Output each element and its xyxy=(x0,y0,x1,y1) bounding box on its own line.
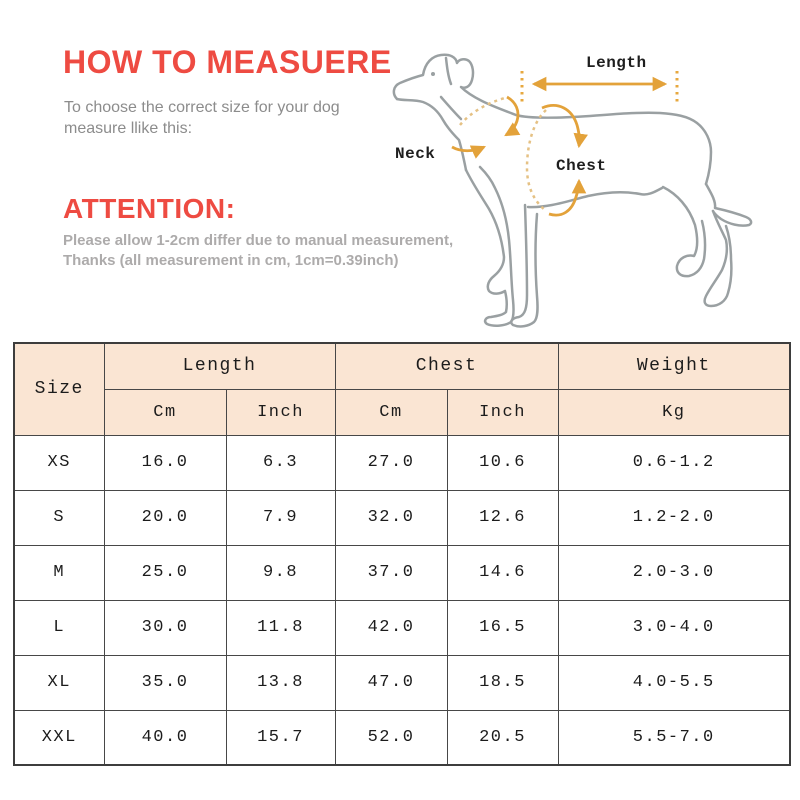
page-title: HOW TO MEASUERE xyxy=(63,44,392,80)
cell-chest-cm: 37.0 xyxy=(335,545,447,600)
col-header-length-inch: Inch xyxy=(226,389,335,435)
cell-length-inch: 13.8 xyxy=(226,655,335,710)
table-row-xs xyxy=(14,435,790,490)
cell-weight-kg: 5.5-7.0 xyxy=(558,710,790,765)
cell-length-inch: 15.7 xyxy=(226,710,335,765)
col-header-chest: Chest xyxy=(335,343,558,389)
cell-weight-kg: 2.0-3.0 xyxy=(558,545,790,600)
chest-label: Chest xyxy=(556,157,607,175)
col-header-weight-kg: Kg xyxy=(558,389,790,435)
cell-size: XS xyxy=(14,435,104,490)
cell-chest-cm: 42.0 xyxy=(335,600,447,655)
cell-chest-cm: 52.0 xyxy=(335,710,447,765)
cell-length-inch: 7.9 xyxy=(226,490,335,545)
col-header-weight: Weight xyxy=(558,343,790,389)
col-header-chest-inch: Inch xyxy=(447,389,558,435)
neck-label: Neck xyxy=(395,145,436,163)
length-label: Length xyxy=(586,54,647,72)
attention-line-1: Please allow 1-2cm differ due to manual measurement, xyxy=(63,232,454,249)
cell-length-inch: 9.8 xyxy=(226,545,335,600)
cell-chest-inch: 20.5 xyxy=(447,710,558,765)
cell-size: S xyxy=(14,490,104,545)
table-row-m xyxy=(14,545,790,600)
col-header-length: Length xyxy=(104,343,335,389)
cell-weight-kg: 0.6-1.2 xyxy=(558,435,790,490)
col-header-size: Size xyxy=(14,343,104,435)
cell-chest-cm: 27.0 xyxy=(335,435,447,490)
dog-outline xyxy=(394,55,751,327)
cell-chest-inch: 18.5 xyxy=(447,655,558,710)
col-header-length-cm: Cm xyxy=(104,389,226,435)
cell-weight-kg: 3.0-4.0 xyxy=(558,600,790,655)
dog-measurement-diagram xyxy=(0,0,800,340)
neck-arrow-lower xyxy=(452,147,484,151)
cell-size: M xyxy=(14,545,104,600)
cell-size: XL xyxy=(14,655,104,710)
table-row-l xyxy=(14,600,790,655)
cell-chest-inch: 10.6 xyxy=(447,435,558,490)
cell-length-cm: 35.0 xyxy=(104,655,226,710)
cell-chest-inch: 16.5 xyxy=(447,600,558,655)
cell-weight-kg: 4.0-5.5 xyxy=(558,655,790,710)
attention-title: ATTENTION: xyxy=(63,193,236,224)
cell-size: L xyxy=(14,600,104,655)
cell-length-cm: 25.0 xyxy=(104,545,226,600)
cell-chest-cm: 47.0 xyxy=(335,655,447,710)
cell-size: XXL xyxy=(14,710,104,765)
chest-dashed-arc xyxy=(527,110,546,210)
cell-chest-inch: 14.6 xyxy=(447,545,558,600)
subtitle-line-2: measure llike this: xyxy=(64,120,193,137)
table-row-xl xyxy=(14,655,790,710)
cell-chest-inch: 12.6 xyxy=(447,490,558,545)
chest-arrow-bottom xyxy=(549,181,579,215)
cell-length-cm: 16.0 xyxy=(104,435,226,490)
attention-line-2: Thanks (all measurement in cm, 1cm=0.39inch) xyxy=(63,252,399,269)
cell-length-cm: 20.0 xyxy=(104,490,226,545)
cell-length-inch: 11.8 xyxy=(226,600,335,655)
col-header-chest-cm: Cm xyxy=(335,389,447,435)
table-row-s xyxy=(14,490,790,545)
cell-length-cm: 30.0 xyxy=(104,600,226,655)
size-table xyxy=(13,342,791,766)
subtitle-line-1: To choose the correct size for your dog xyxy=(64,99,340,116)
table-row-xxl xyxy=(14,710,790,765)
cell-weight-kg: 1.2-2.0 xyxy=(558,490,790,545)
cell-length-cm: 40.0 xyxy=(104,710,226,765)
chest-arrow-top xyxy=(542,105,579,146)
cell-chest-cm: 32.0 xyxy=(335,490,447,545)
cell-length-inch: 6.3 xyxy=(226,435,335,490)
